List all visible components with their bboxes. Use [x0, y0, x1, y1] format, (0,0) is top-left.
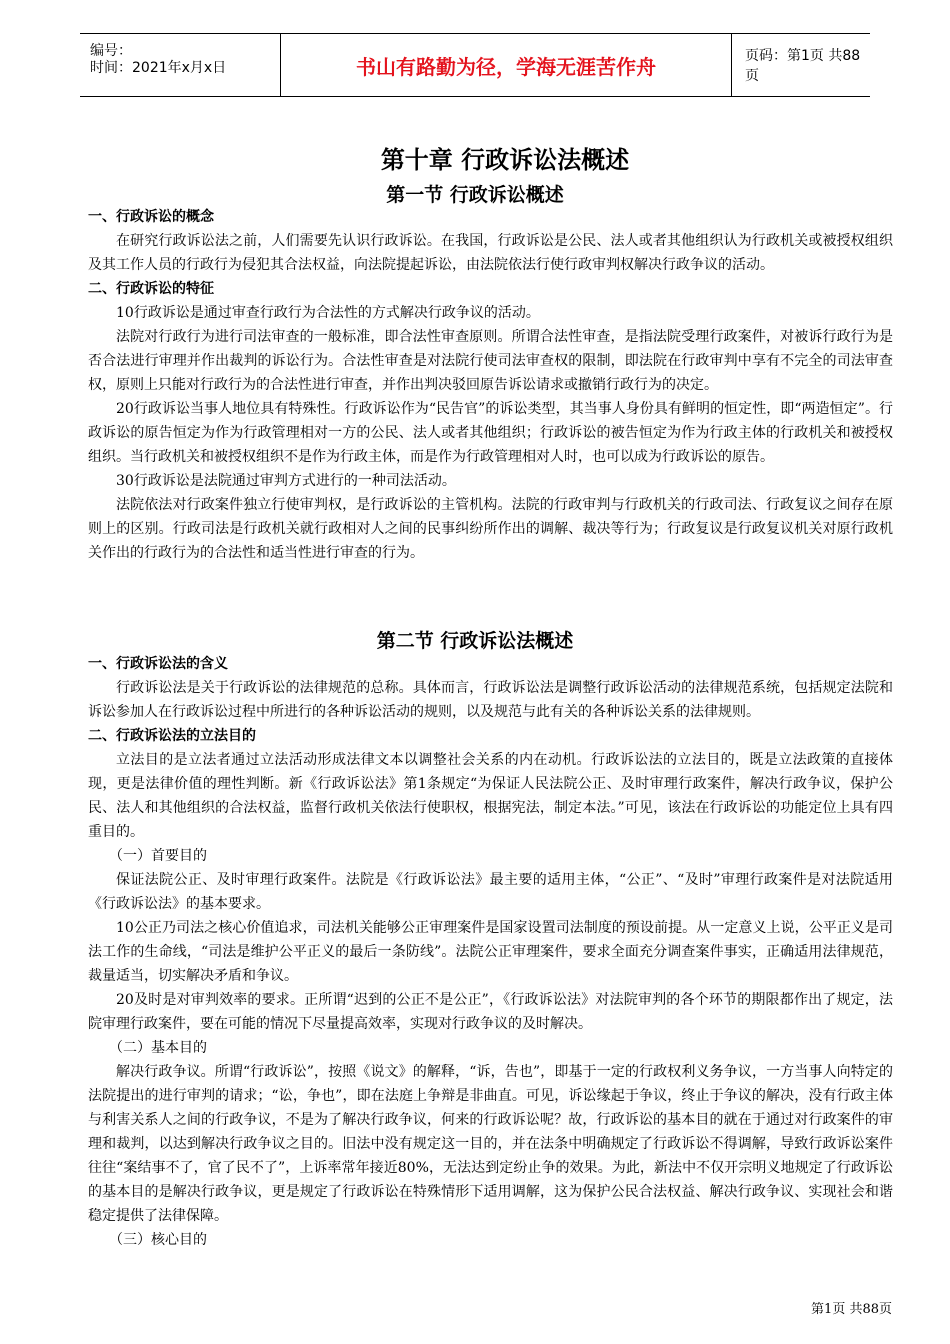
section-2-body — [88, 652, 893, 1252]
paragraph: 保证法院公正、及时审理行政案件。法院是《行政诉讼法》最主要的适用主体，“公正”、“及时”审理行政案件是对法院适用《行政诉讼法》的基本要求。 — [88, 872, 893, 912]
time-label: 时间：2021年x月x日 — [90, 60, 227, 76]
section-2-heading-1: 一、行政诉讼法的含义 — [88, 656, 228, 672]
subheading: （三）核心目的 — [109, 1232, 207, 1248]
section-1-heading-2: 二、行政诉讼的特征 — [88, 281, 214, 297]
page-label: 页码：第1页 共88页 — [745, 48, 861, 84]
paragraph: 立法目的是立法者通过立法活动形成法律文本以调整社会关系的内在动机。行政诉讼法的立法目的，既是立法政策的直接体现，更是法律价值的理性判断。新《行政诉讼法》第1条规定“为保证人民法院公正、及时审理行政案件，解决行政争议，保护公民、法人和其他组织的合法权益，监督行政机关依法行使职权，根据宪法，制定本法。”可见，该法在行政诉讼的功能定位上具有四重目的。 — [88, 752, 893, 840]
paragraph: 30行政诉讼是法院通过审判方式进行的一种司法活动。 — [116, 473, 456, 489]
paragraph: 在研究行政诉讼法之前，人们需要先认识行政诉讼。在我国，行政诉讼是公民、法人或者其他组织认为行政机关或被授权组织及其工作人员的行政行为侵犯其合法权益，向法院提起诉讼，由法院依法行使行政审判权解决行政争议的活动。 — [88, 233, 893, 273]
header-table — [80, 33, 870, 97]
subheading: （一）首要目的 — [109, 848, 207, 864]
header-left-cell — [80, 34, 280, 96]
paragraph: 解决行政争议。所谓“行政诉讼”，按照《说文》的解释，“诉，告也”，即基于一定的行政权利义务争议，一方当事人向特定的法院提出的进行审判的请求；“讼，争也”，即在法庭上争辩是非曲直。可见，诉讼缘起于争议，终止于争议的解决，没有行政主体与利害关系人之间的行政争议，不是为了解决行政争议，何来的行政诉讼呢？故，行政诉讼的基本目的就在于通过对行政案件的审理和裁判，以达到解决行政争议之目的。旧法中没有规定这一目的，并在法条中明确规定了行政诉讼不得调解，导致行政诉讼案件往往“案结事不了，官了民不了”，上诉率常年接近80%，无法达到定纷止争的效果。为此，新法中不仅开宗明义地规定了行政诉讼的基本目的是解决行政争议，更是规定了行政诉讼在特殊情形下适用调解，这为保护公民合法权益、解决行政争议、实现社会和谐稳定提供了法律保障。 — [88, 1064, 893, 1224]
paragraph: 20行政诉讼当事人地位具有特殊性。行政诉讼作为“民告官”的诉讼类型，其当事人身份具有鲜明的恒定性，即“两造恒定”。行政诉讼的原告恒定为作为行政管理相对一方的公民、法人或者其他组织；行政诉讼的被告恒定为作为行政主体的行政机关和被授权组织。当行政机关和被授权组织不是作为行政主体，而是作为行政管理相对人时，也可以成为行政诉讼的原告。 — [88, 401, 893, 465]
paragraph: 法院依法对行政案件独立行使审判权，是行政诉讼的主管机构。法院的行政审判与行政机关的行政司法、行政复议之间存在原则上的区别。行政司法是行政机关就行政相对人之间的民事纠纷所作出的调解、裁决等行为；行政复议是行政复议机关对原行政机关作出的行政行为的合法性和适当性进行审查的行为。 — [88, 497, 893, 561]
chapter-title: 第十章 行政诉讼法概述 — [380, 146, 630, 174]
paragraph: 行政诉讼法是关于行政诉讼的法律规范的总称。具体而言，行政诉讼法是调整行政诉讼活动的法律规范系统，包括规定法院和诉讼参加人在行政诉讼过程中所进行的各种诉讼活动的规则，以及规范与此有关的各种诉讼关系的法律规则。 — [88, 680, 893, 720]
section-2-title: 第二节 行政诉讼法概述 — [376, 630, 574, 652]
number-label: 编号： — [90, 43, 132, 59]
section-1-body — [88, 205, 893, 565]
footer-page-number: 第1页 共88页 — [811, 1302, 892, 1317]
subheading: （二）基本目的 — [109, 1040, 207, 1056]
paragraph: 10行政诉讼是通过审查行政行为合法性的方式解决行政争议的活动。 — [116, 305, 540, 321]
paragraph: 20及时是对审判效率的要求。正所谓“迟到的公正不是公正”，《行政诉讼法》对法院审判的各个环节的期限都作出了规定，法院审理行政案件，要在可能的情况下尽量提高效率，实现对行政争议的及时解决。 — [88, 992, 893, 1032]
section-1-title: 第一节 行政诉讼概述 — [386, 184, 564, 206]
header-page-cell — [731, 34, 870, 96]
section-1-heading-1: 一、行政诉讼的概念 — [88, 209, 214, 225]
motto: 书山有路勤为径，学海无涯苦作舟 — [356, 54, 656, 79]
paragraph: 10公正乃司法之核心价值追求，司法机关能够公正审理案件是国家设置司法制度的预设前提。从一定意义上说，公平正义是司法工作的生命线，“司法是维护公平正义的最后一条防线”。法院公正审理案件，要求全面充分调查案件事实，正确适用法律规范，裁量适当，切实解决矛盾和争议。 — [88, 920, 893, 984]
section-2-heading-2: 二、行政诉讼法的立法目的 — [88, 728, 256, 744]
paragraph: 法院对行政行为进行司法审查的一般标准，即合法性审查原则。所谓合法性审查，是指法院受理行政案件，对被诉行政行为是否合法进行审理并作出裁判的诉讼行为。合法性审查是对法院行使司法审查权的限制，即法院在行政审判中享有不完全的司法审查权，原则上只能对行政行为的合法性进行审查，并作出判决驳回原告诉讼请求或撤销行政行为的决定。 — [88, 329, 893, 393]
header-motto-cell — [280, 34, 732, 96]
